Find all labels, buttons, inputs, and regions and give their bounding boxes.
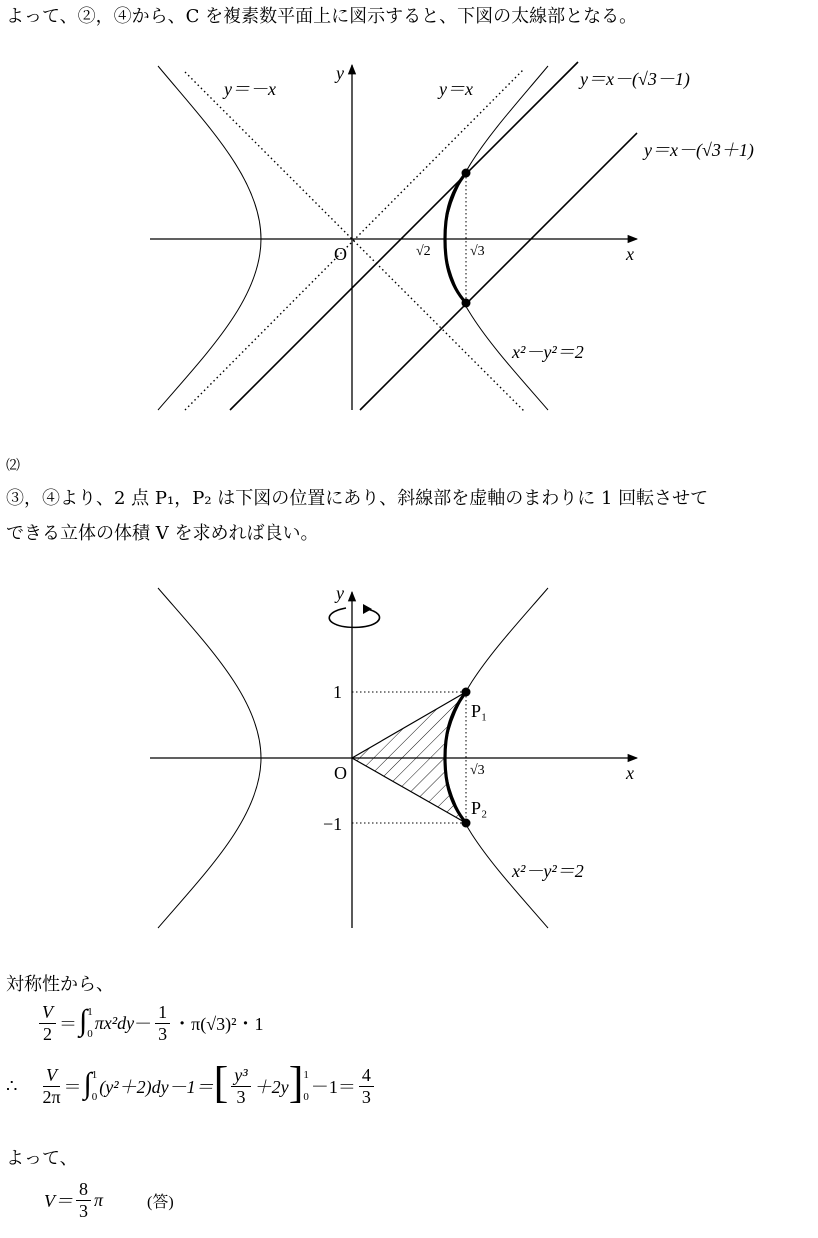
part2-line1: ③，④より、2 点 P₁，P₂ は下図の位置にあり、斜線部を虚軸のまわりに 1 回転させて [6, 488, 709, 509]
point-p2 [462, 819, 471, 828]
fig2-x-label: x [626, 763, 634, 783]
fig1-line-b-label: y＝x－(√3＋1) [644, 140, 754, 160]
hyperbola-left-1 [158, 66, 261, 410]
fig1-curve-label: x²－y²＝2 [512, 342, 584, 362]
part2-label: ⑵ [6, 458, 20, 474]
equation-2: ∴ $\frac{V}{2\pi}$ ＝ ∫ 1 0 (y²＋2)dy－1＝ [ $\frac{\text{y³}}{3}$ ＋2y ] 1 0 －1＝ $\frac{4}{3}$ [6, 1064, 377, 1108]
fig1-y-label: y [336, 63, 344, 83]
answer: V＝ $\frac{8}{3}$ π (答) [44, 1179, 174, 1221]
fig1-line-neg-label: y＝－x [224, 79, 276, 99]
point-lower [462, 299, 471, 308]
symmetry-line: 対称性から、 [6, 974, 114, 995]
fig1-line-a-label: y＝x－(√3－1) [580, 69, 690, 89]
fig2-curve-label: x²－y²＝2 [512, 861, 584, 881]
fig2-tick-1: 1 [333, 682, 342, 702]
line-b [360, 133, 637, 410]
asymptote-neg [185, 72, 525, 412]
yotte-line: よって、 [6, 1148, 78, 1169]
fig1-origin: O [334, 244, 347, 264]
equation-1: $\frac{V}{2}$ ＝ ∫ 1 0 πx²dy － $\frac{1}{3}$ ・π(√3)²・1 [36, 1003, 263, 1044]
fig2-p2-label: P₂ [471, 798, 488, 818]
fig2-tick-sqrt3: √3 [470, 763, 485, 778]
fig2-p1-label: P₁ [471, 701, 488, 721]
point-upper [462, 169, 471, 178]
point-p1 [462, 688, 471, 697]
fig2-origin: O [334, 763, 347, 783]
fig1-tick-sqrt2: √2 [416, 244, 431, 259]
intro-line: よって、②，④から、C を複素数平面上に図示すると、下図の太線部となる。 [6, 6, 638, 27]
part2-line2: できる立体の体積 V を求めれば良い。 [6, 523, 319, 544]
fig1-tick-sqrt3: √3 [470, 244, 485, 259]
fig2-y-label: y [336, 583, 344, 603]
fig1-line-pos-label: y＝x [439, 79, 473, 99]
rotation-arrow [329, 608, 379, 627]
fig2-tick-minus1: −1 [323, 814, 343, 834]
fig1-x-label: x [626, 244, 634, 264]
